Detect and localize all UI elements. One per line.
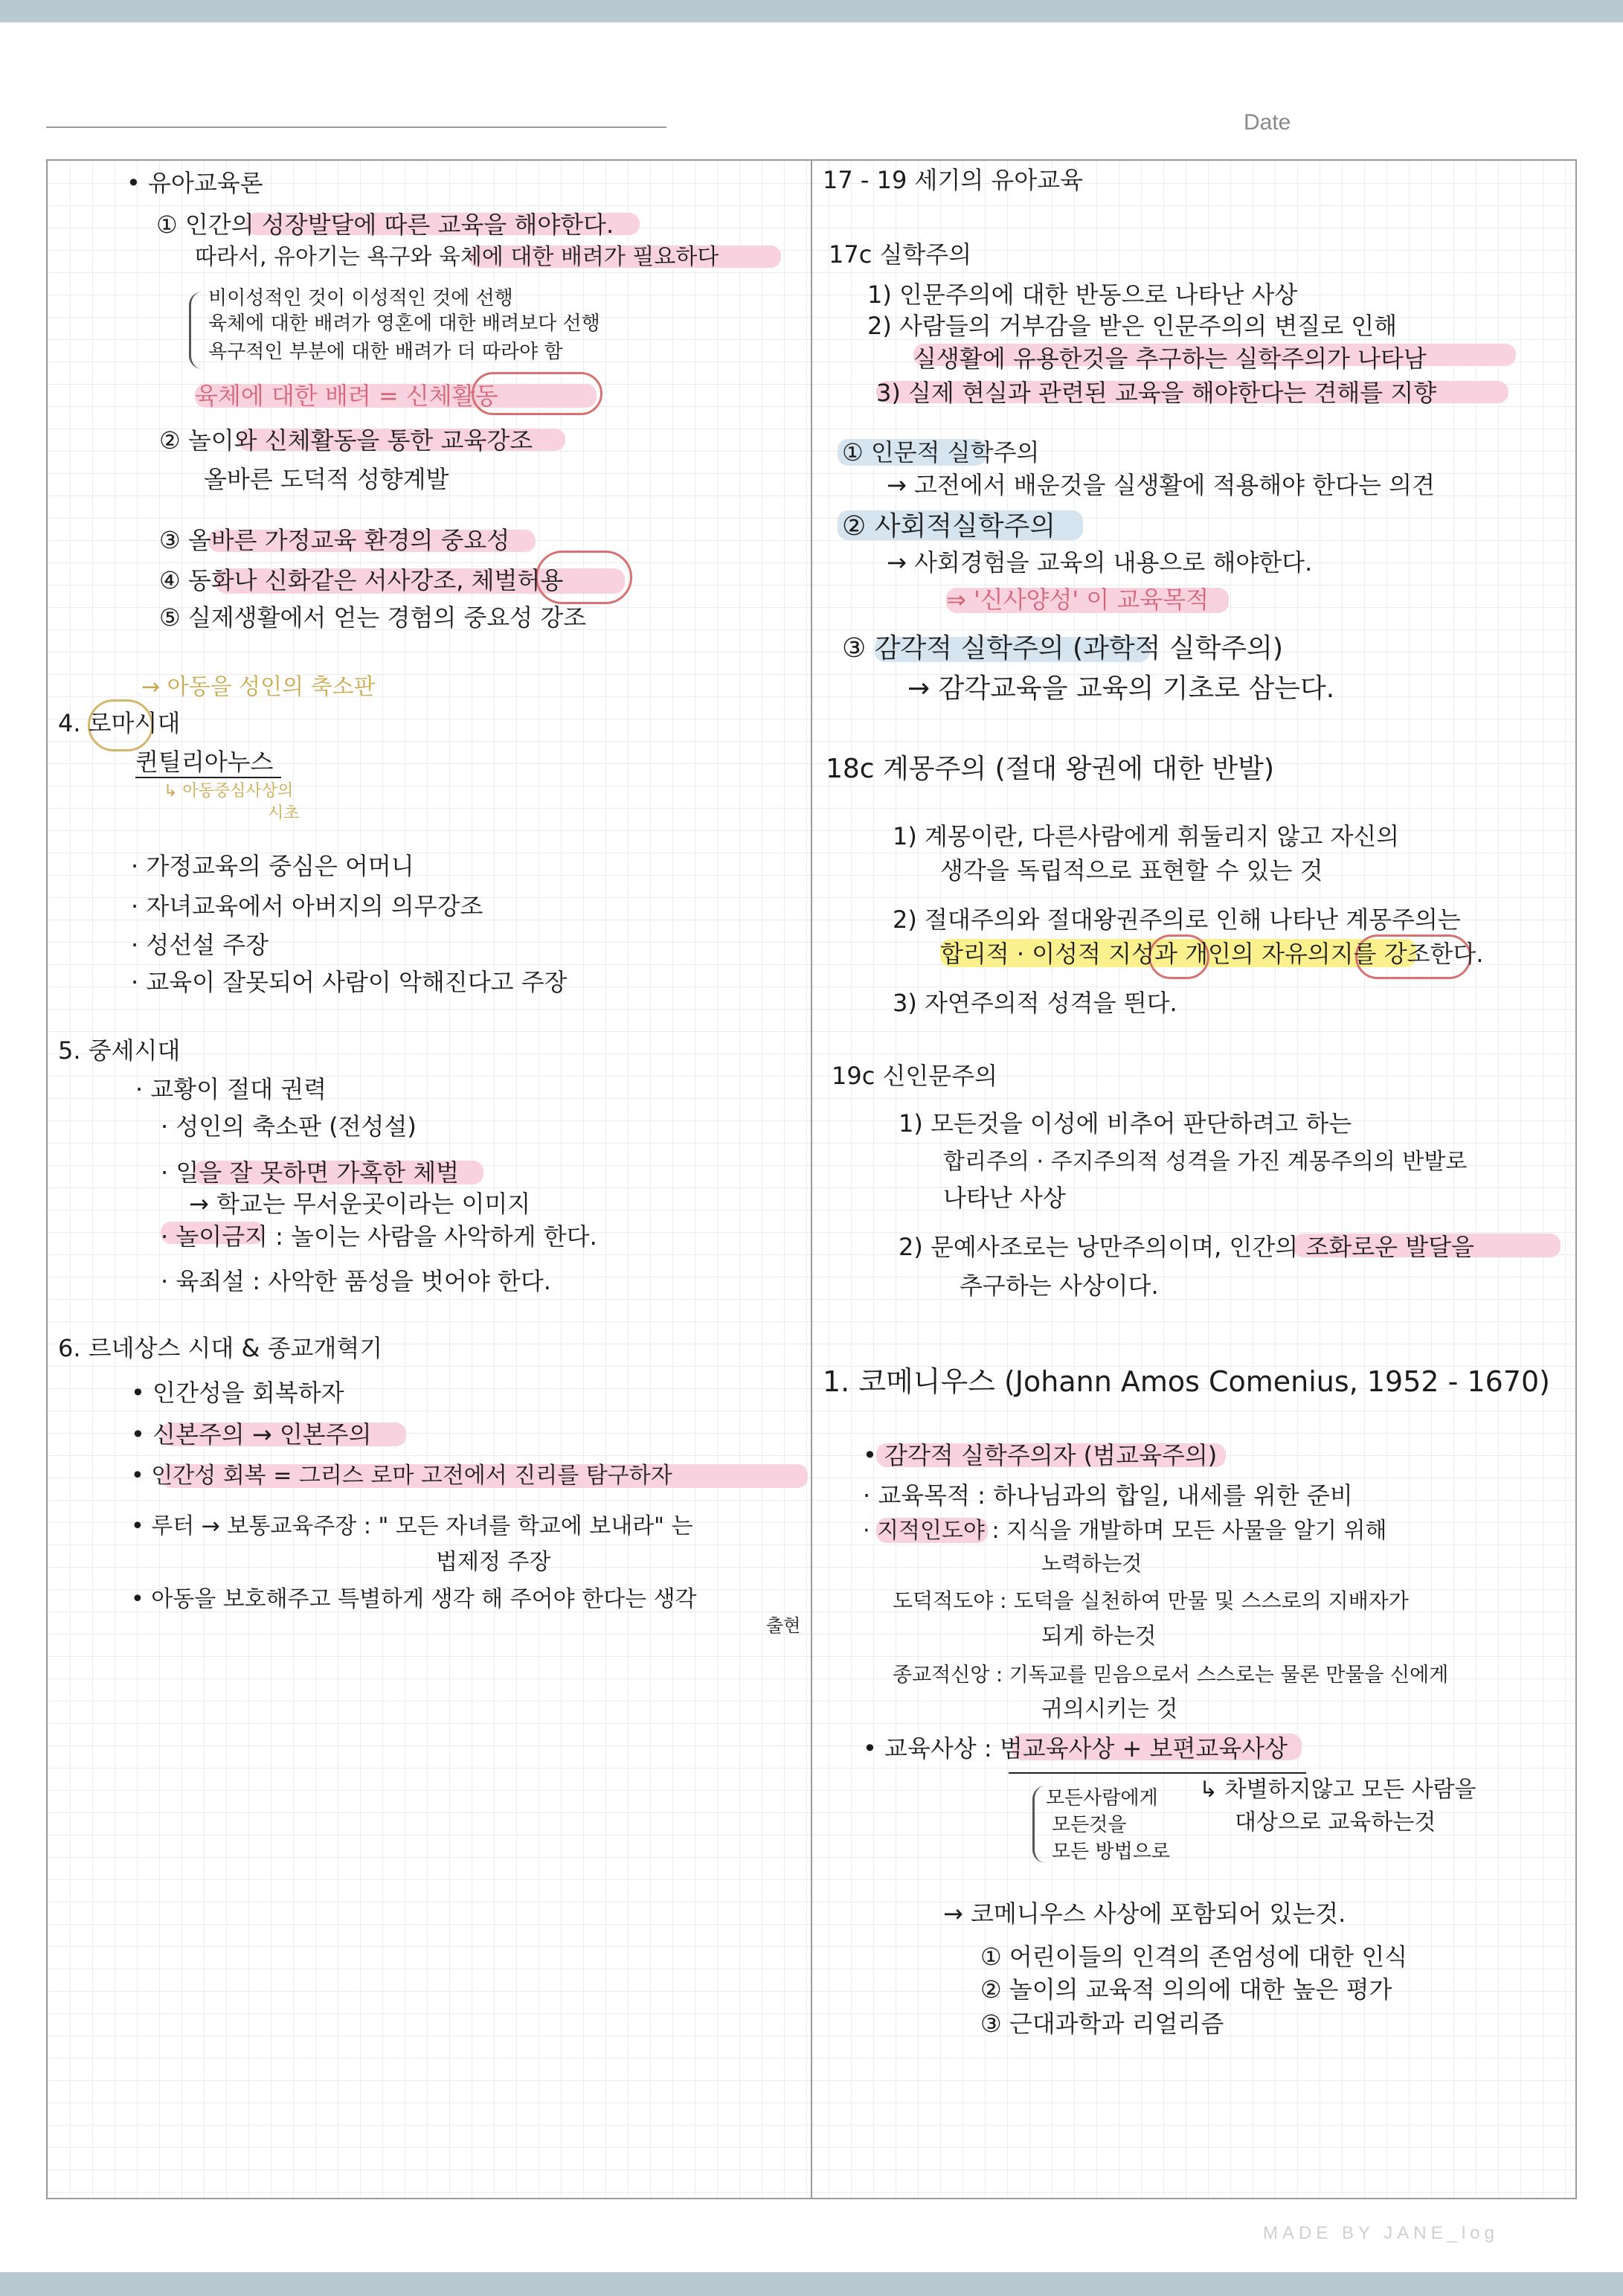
note-line: 귀의시키는 것 [1041, 1696, 1178, 1722]
note-line: 따라서, 유아기는 욕구와 육체에 대한 배려가 필요하다 [195, 244, 719, 270]
note-line: • 유아교육론 [126, 169, 263, 197]
note-line: ③ 근대과학과 리얼리즘 [980, 2010, 1224, 2038]
note-line: 1) 계몽이란, 다른사람에게 휘둘리지 않고 자신의 [893, 822, 1400, 850]
note-line: · 자녀교육에서 아버지의 의무강조 [131, 892, 483, 920]
note-line: ③ 감각적 실학주의 (과학적 실학주의) [842, 633, 1284, 664]
note-line: 법제정 주장 [436, 1549, 551, 1575]
note-line: ⑤ 실제생활에서 얻는 경험의 중요성 강조 [159, 603, 587, 632]
note-line: 18c 계몽주의 (절대 왕권에 대한 반발) [826, 754, 1274, 784]
note-line: 도덕적도야 : 도덕을 실천하여 만물 및 스스로의 지배자가 [893, 1588, 1409, 1613]
note-line: ① 인간의 성장발달에 따른 교육을 해야한다. [156, 211, 614, 239]
note-line: · 성선설 주장 [131, 931, 269, 959]
bracket-mark [189, 292, 203, 369]
note-line: · 교육목적 : 하나님과의 합일, 내세를 위한 준비 [863, 1481, 1353, 1510]
note-line: 모든 방법으로 [1052, 1841, 1170, 1863]
note-line: 생각을 독립적으로 표현할 수 있는 것 [940, 856, 1323, 885]
note-line: 6. 르네상스 시대 & 종교개혁기 [58, 1334, 383, 1362]
note-line: · 교육이 잘못되어 사람이 악해진다고 주장 [131, 968, 568, 996]
note-line: 2) 사람들의 거부감을 받은 인문주의의 변질로 인해 [867, 312, 1398, 340]
note-line: 모든것을 [1052, 1814, 1127, 1836]
bottom-bar [0, 2272, 1623, 2296]
note-line: 육체에 대한 배려가 영혼에 대한 배려보다 선행 [208, 312, 600, 335]
note-line: • 인간성 회복 = 그리스 로마 고전에서 진리를 탐구하자 [131, 1463, 672, 1489]
note-line: 5. 중세시대 [58, 1036, 181, 1065]
note-line: ⇒ '신사양성' 이 교육목적 [946, 586, 1209, 614]
note-line: • 교육사상 : 범교육사상 + 보편교육사상 [863, 1734, 1288, 1763]
note-line: ↳ 차별하지않고 모든 사람을 [1199, 1777, 1476, 1803]
note-line: ④ 동화나 신화같은 서사강조, 체벌허용 [159, 566, 564, 594]
note-line: 모든사람에게 [1046, 1787, 1158, 1809]
note-line: 실생활에 유용한것을 추구하는 실학주의가 나타남 [913, 344, 1427, 373]
note-line: 4. 로마시대 [58, 709, 181, 737]
note-line: → 코메니우스 사상에 포함되어 있는것. [943, 1899, 1346, 1928]
watermark: MADE BY JANE_log [1263, 2223, 1499, 2243]
date-label: Date [1244, 110, 1291, 135]
note-line: 시초 [268, 804, 300, 823]
bracket-mark [1032, 1786, 1047, 1863]
note-line: · 놀이금지 : 놀이는 사람을 사악하게 한다. [161, 1222, 597, 1251]
note-line: 퀸틸리아누스 [135, 748, 274, 776]
note-line: 되게 하는것 [1041, 1623, 1157, 1649]
note-line: 올바른 도덕적 성향계발 [204, 465, 449, 493]
note-line: ② 놀이의 교육적 의의에 대한 높은 평가 [980, 1975, 1392, 2004]
note-line: 1. 코메니우스 (Johann Amos Comenius, 1952 - 1670) [823, 1365, 1550, 1398]
underline [135, 777, 281, 778]
note-line: 대상으로 교육하는것 [1235, 1809, 1436, 1835]
note-line: ① 인문적 실학주의 [842, 438, 1040, 466]
note-line: • 인간성을 회복하자 [131, 1379, 344, 1407]
note-line: 1) 인문주의에 대한 반동으로 나타난 사상 [867, 280, 1298, 309]
note-line: 2) 절대주의와 절대왕권주의로 인해 나타난 계몽주의는 [893, 905, 1461, 934]
note-line: 17 - 19 세기의 유아교육 [823, 166, 1084, 194]
note-line: 3) 실제 현실과 관련된 교육을 해야한다는 견해를 지향 [876, 379, 1437, 407]
underline [1009, 1772, 1306, 1774]
note-line: 육체에 대한 배려 = 신체활동 [195, 382, 498, 410]
note-line: ② 놀이와 신체활동을 통한 교육강조 [159, 426, 533, 455]
note-line: 3) 자연주의적 성격을 띈다. [893, 989, 1177, 1017]
note-line: 노력하는것 [1041, 1551, 1142, 1576]
note-line: • 신본주의 → 인본주의 [131, 1420, 372, 1449]
note-line: 출현 [766, 1615, 801, 1636]
note-line: 합리주의 · 주지주의적 성격을 가진 계몽주의의 반발로 [943, 1149, 1468, 1175]
note-line: → 학교는 무서운곳이라는 이미지 [189, 1190, 531, 1218]
note-line: · 성인의 축소판 (전성설) [161, 1112, 417, 1141]
note-line: • 루터 → 보통교육주장 : " 모든 자녀를 학교에 보내라" 는 [131, 1513, 693, 1539]
note-line: → 감각교육을 교육의 기초로 삼는다. [907, 673, 1335, 704]
note-line: 17c 실학주의 [829, 240, 972, 269]
note-line: · 지적인도야 : 지식을 개발하며 모든 사물을 알기 위해 [863, 1518, 1387, 1544]
note-line: • 감각적 실학주의자 (범교육주의) [863, 1441, 1218, 1469]
note-line: · 교황이 절대 권력 [135, 1075, 327, 1103]
note-line: ↳ 아동중심사상의 [164, 782, 294, 801]
note-line: → 고전에서 배운것을 실생활에 적용해야 한다는 의견 [887, 471, 1435, 499]
note-line: ③ 올바른 가정교육 환경의 중요성 [159, 526, 510, 554]
note-line: · 일을 잘 못하면 가혹한 체벌 [161, 1158, 460, 1187]
note-line: → 아동을 성인의 축소판 [141, 674, 376, 700]
note-line: 욕구적인 부분에 대한 배려가 더 따라야 함 [208, 341, 563, 363]
note-line: 합리적 · 이성적 지성과 개인의 자유의지를 강조한다. [940, 940, 1484, 968]
note-line: ② 사회적실학주의 [842, 511, 1056, 542]
note-line: · 육죄설 : 사악한 품성을 벗어야 한다. [161, 1267, 551, 1295]
note-line: 2) 문예사조로는 낭만주의이며, 인간의 조화로운 발달을 [899, 1233, 1474, 1261]
note-line: 나타난 사상 [943, 1184, 1066, 1212]
note-line: 1) 모든것을 이성에 비추어 판단하려고 하는 [899, 1109, 1352, 1138]
top-bar [0, 0, 1623, 22]
note-line: 19c 신인문주의 [832, 1062, 998, 1090]
note-line: ① 어린이들의 인격의 존엄성에 대한 인식 [980, 1943, 1408, 1971]
title-line [46, 126, 666, 128]
note-line: • 아동을 보호해주고 특별하게 생각 해 주어야 한다는 생각 [131, 1586, 697, 1612]
note-line: 추구하는 사상이다. [960, 1272, 1159, 1300]
note-line: 비이성적인 것이 이성적인 것에 선행 [208, 287, 513, 310]
note-line: → 사회경험을 교육의 내용으로 해야한다. [887, 548, 1313, 577]
column-divider [811, 159, 812, 2199]
note-line: · 가정교육의 중심은 어머니 [131, 852, 414, 880]
note-line: 종교적신앙 : 기독교를 믿음으로서 스스로는 물론 만물을 신에게 [893, 1664, 1449, 1687]
